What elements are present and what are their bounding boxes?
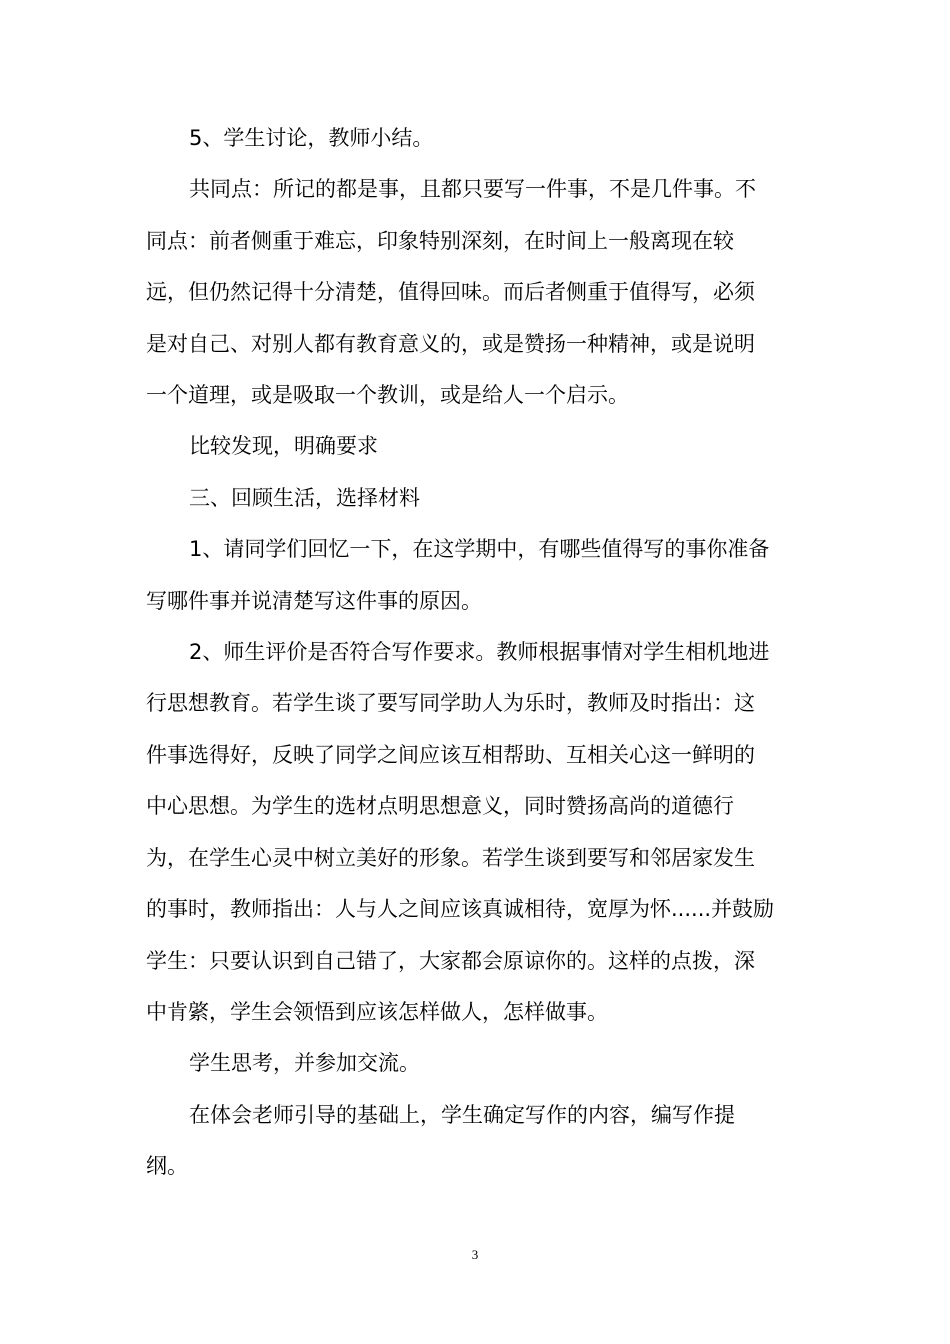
- text-line: 在体会老师引导的基础上，学生确定写作的内容，编写作提: [189, 1103, 735, 1127]
- text-line: 的事时，教师指出：人与人之间应该真诚相待，宽厚为怀......并鼓励: [146, 897, 775, 921]
- text-line: 是对自己、对别人都有教育意义的，或是赞扬一种精神，或是说明: [146, 332, 755, 356]
- text-line: 写哪件事并说清楚写这件事的原因。: [146, 589, 482, 613]
- text-line: 2、师生评价是否符合写作要求。教师根据事情对学生相机地进: [189, 640, 770, 664]
- section-heading: 三、回顾生活，选择材料: [189, 486, 420, 510]
- text-line: 比较发现，明确要求: [189, 434, 378, 458]
- text-line: 共同点：所记的都是事，且都只要写一件事，不是几件事。不: [189, 177, 756, 201]
- text-line: 中心思想。为学生的选材点明思想意义，同时赞扬高尚的道德行: [146, 794, 734, 818]
- text-line: 纲。: [146, 1154, 188, 1178]
- text-line: 中肯綮，学生会领悟到应该怎样做人，怎样做事。: [146, 1000, 608, 1024]
- text-line: 行思想教育。若学生谈了要写同学助人为乐时，教师及时指出：这: [146, 691, 755, 715]
- page-number: 3: [471, 1247, 479, 1262]
- text-line: 5、学生讨论，教师小结。: [189, 126, 434, 150]
- text-line: 件事选得好，反映了同学之间应该互相帮助、互相关心这一鲜明的: [146, 743, 755, 767]
- text-line: 一个道理，或是吸取一个教训，或是给人一个启示。: [146, 383, 629, 407]
- text-line: 学生：只要认识到自己错了，大家都会原谅你的。这样的点拨，深: [146, 949, 755, 973]
- text-line: 为，在学生心灵中树立美好的形象。若学生谈到要写和邻居家发生: [146, 846, 755, 870]
- text-line: 远，但仍然记得十分清楚，值得回味。而后者侧重于值得写，必须: [146, 280, 755, 304]
- text-line: 1、请同学们回忆一下，在这学期中，有哪些值得写的事你准备: [189, 537, 770, 561]
- text-line: 同点：前者侧重于难忘，印象特别深刻，在时间上一般离现在较: [146, 229, 734, 253]
- text-line: 学生思考，并参加交流。: [189, 1051, 420, 1075]
